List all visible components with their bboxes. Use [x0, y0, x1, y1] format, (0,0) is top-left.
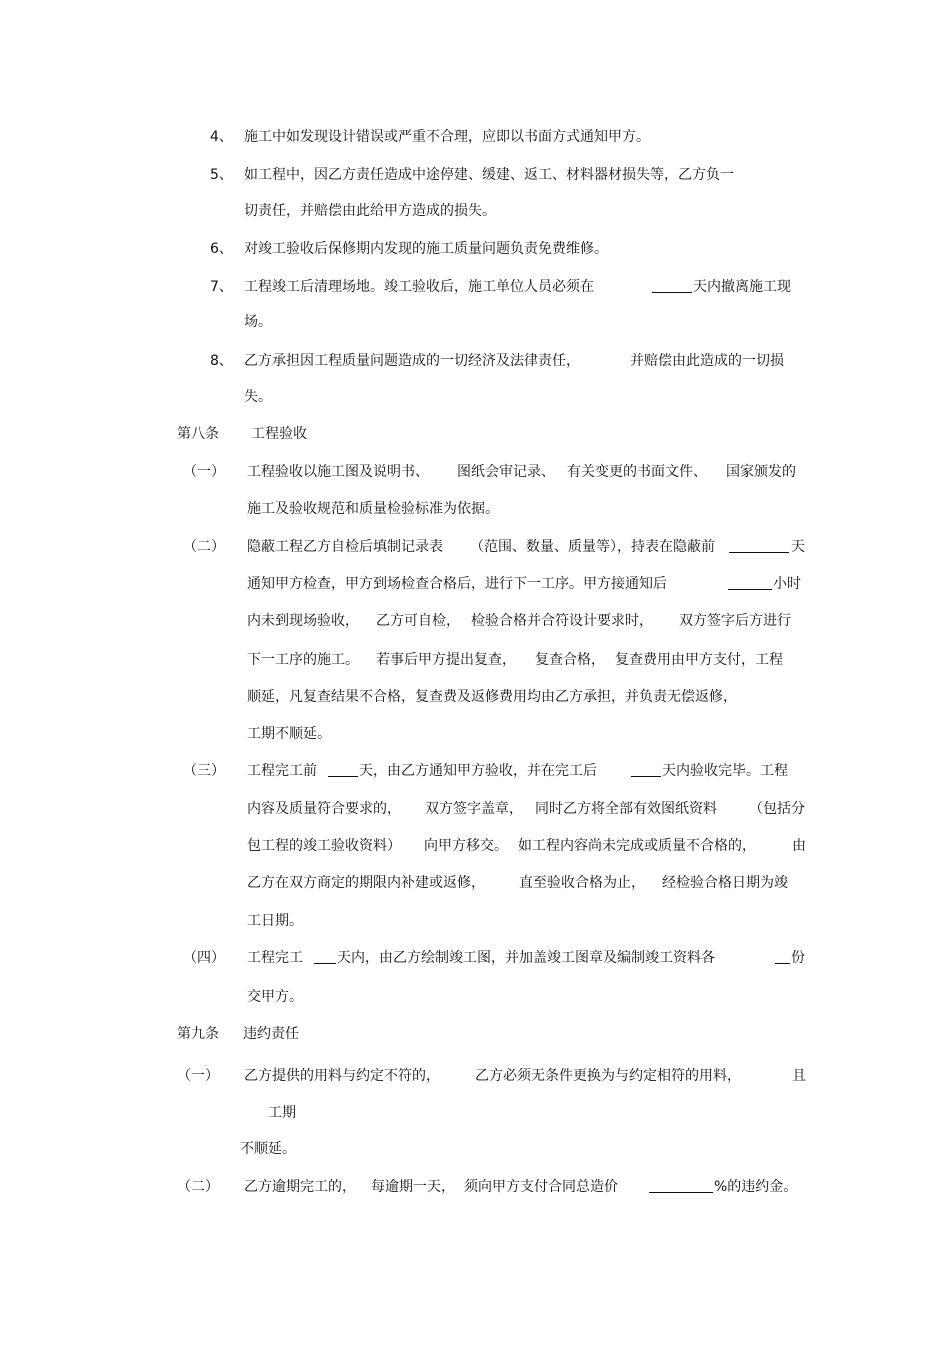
- art9-clause-1-l2: 工期: [268, 1105, 296, 1121]
- art8-clause-2-l3b: 乙方可自检，: [376, 613, 460, 629]
- art8-clause-2-l2b: 小时: [773, 576, 801, 592]
- item-7-line-1b: 天内撤离施工现: [693, 279, 791, 295]
- article-9-title: 违约责任: [243, 1026, 299, 1042]
- art8-clause-2-blank-1: [729, 539, 789, 553]
- art8-clause-4-number: （四）: [183, 950, 225, 966]
- art8-clause-2-l3d: 双方签字后方进行: [679, 613, 791, 629]
- article-8-label: 第八条: [177, 426, 219, 442]
- art9-clause-1-l1c: 且: [792, 1068, 806, 1084]
- art8-clause-3-l1c: 天内验收完毕。工程: [662, 763, 788, 779]
- item-8-line-1b: 并赔偿由此造成的一切损: [630, 353, 784, 369]
- article-9-label: 第九条: [177, 1026, 219, 1042]
- art8-clause-2-blank-2: [728, 576, 772, 590]
- art8-clause-3-l2c: 同时乙方将全部有效图纸资料: [535, 801, 717, 817]
- art8-clause-3-l4a: 乙方在双方商定的期限内补建或返修，: [247, 875, 485, 891]
- art9-clause-2-l1d: %的违约金。: [714, 1179, 798, 1195]
- art8-clause-4-blank-2: [775, 950, 790, 964]
- art8-clause-1-l1b: 图纸会审记录、: [457, 464, 555, 480]
- art9-clause-2-l1a: 乙方逾期完工的，: [244, 1179, 356, 1195]
- art8-clause-3-l4b: 直至验收合格为止，: [519, 875, 645, 891]
- item-6-number: 6、: [210, 241, 233, 257]
- art8-clause-1-l2: 施工及验收规范和质量检验标准为依据。: [247, 501, 499, 517]
- art8-clause-3-number: （三）: [183, 763, 225, 779]
- art8-clause-4-l1c: 份: [791, 950, 805, 966]
- art8-clause-4-blank-1: [314, 950, 336, 964]
- art8-clause-2-l3a: 内未到现场验收，: [247, 613, 359, 629]
- item-4-text: 施工中如发现设计错误或严重不合理，应即以书面方式通知甲方。: [244, 129, 650, 145]
- item-7-line-2: 场。: [244, 314, 272, 330]
- art9-clause-1-number: （一）: [177, 1068, 219, 1084]
- art8-clause-2-l1a: 隐蔽工程乙方自检后填制记录表: [247, 539, 443, 555]
- item-6-text: 对竣工验收后保修期内发现的施工质量问题负责免费维修。: [244, 241, 608, 257]
- art8-clause-3-l2a: 内容及质量符合要求的，: [247, 801, 401, 817]
- item-7-blank: [652, 279, 692, 293]
- art9-clause-1-l3: 不顺延。: [240, 1141, 296, 1157]
- art8-clause-4-l1b: 天内，由乙方绘制竣工图，并加盖竣工图章及编制竣工资料各: [337, 950, 715, 966]
- item-8-line-1a: 乙方承担因工程质量问题造成的一切经济及法律责任，: [244, 353, 580, 369]
- art8-clause-4-l2: 交甲方。: [247, 989, 303, 1005]
- art8-clause-3-l3a: 包工程的竣工验收资料）: [247, 838, 401, 854]
- art8-clause-2-l1c: 天: [791, 539, 805, 555]
- art8-clause-2-l2a: 通知甲方检查，甲方到场检查合格后，进行下一工序。甲方接通知后: [247, 576, 667, 592]
- art8-clause-2-l6: 工期不顺延。: [247, 726, 331, 742]
- art9-clause-2-l1c: 须向甲方支付合同总造价: [464, 1179, 618, 1195]
- item-5-line-1: 如工程中，因乙方责任造成中途停建、缓建、返工、材料器材损失等，乙方负一: [244, 167, 734, 183]
- art8-clause-2-l5: 顺延，凡复查结果不合格，复查费及返修费用均由乙方承担，并负责无偿返修，: [247, 689, 737, 705]
- art9-clause-1-l1a: 乙方提供的用料与约定不符的，: [244, 1068, 440, 1084]
- art8-clause-3-l3d: 由: [792, 838, 806, 854]
- item-8-number: 8、: [210, 353, 233, 369]
- art8-clause-3-l1b: 天，由乙方通知甲方验收，并在完工后: [359, 763, 597, 779]
- art8-clause-2-l4c: 复查合格，: [535, 652, 605, 668]
- art8-clause-3-blank-2: [631, 763, 661, 777]
- art8-clause-1-l1a: 工程验收以施工图及说明书、: [247, 464, 429, 480]
- art8-clause-3-l5: 工日期。: [247, 913, 303, 929]
- art9-clause-2-blank: [649, 1179, 713, 1193]
- art8-clause-2-l4d: 复查费用由甲方支付，工程: [615, 652, 783, 668]
- art8-clause-2-l3c: 检验合格并合符设计要求时，: [471, 613, 653, 629]
- art9-clause-1-l1b: 乙方必须无条件更换为与约定相符的用料，: [475, 1068, 741, 1084]
- art8-clause-2-l1b: （范围、数量、质量等），持表在隐蔽前: [470, 539, 715, 555]
- art8-clause-2-l4a: 下一工序的施工。: [247, 652, 359, 668]
- art8-clause-3-l1a: 工程完工前: [247, 763, 317, 779]
- art8-clause-2-l4b: 若事后甲方提出复查，: [376, 652, 516, 668]
- art8-clause-3-l3c: 如工程内容尚未完成或质量不合格的，: [518, 838, 756, 854]
- art8-clause-1-l1d: 国家颁发的: [726, 464, 796, 480]
- art9-clause-2-number: （二）: [177, 1179, 219, 1195]
- art9-clause-2-l1b: 每逾期一天，: [371, 1179, 455, 1195]
- item-5-line-2: 切责任，并赔偿由此给甲方造成的损失。: [244, 203, 496, 219]
- art8-clause-1-l1c: 有关变更的书面文件、: [567, 464, 707, 480]
- art8-clause-1-number: （一）: [183, 464, 225, 480]
- item-8-line-2: 失。: [244, 389, 272, 405]
- item-4-number: 4、: [210, 129, 233, 145]
- art8-clause-3-l2d: （包括分: [749, 801, 805, 817]
- art8-clause-3-blank-1: [328, 763, 358, 777]
- art8-clause-3-l3b: 向甲方移交。: [424, 838, 508, 854]
- art8-clause-4-l1a: 工程完工: [247, 950, 303, 966]
- item-7-number: 7、: [210, 279, 233, 295]
- item-7-line-1a: 工程竣工后清理场地。竣工验收后，施工单位人员必须在: [244, 279, 594, 295]
- art8-clause-2-number: （二）: [183, 539, 225, 555]
- article-8-title: 工程验收: [251, 426, 307, 442]
- item-5-number: 5、: [210, 167, 233, 183]
- art8-clause-3-l2b: 双方签字盖章，: [425, 801, 523, 817]
- art8-clause-3-l4c: 经检验合格日期为竣: [662, 875, 788, 891]
